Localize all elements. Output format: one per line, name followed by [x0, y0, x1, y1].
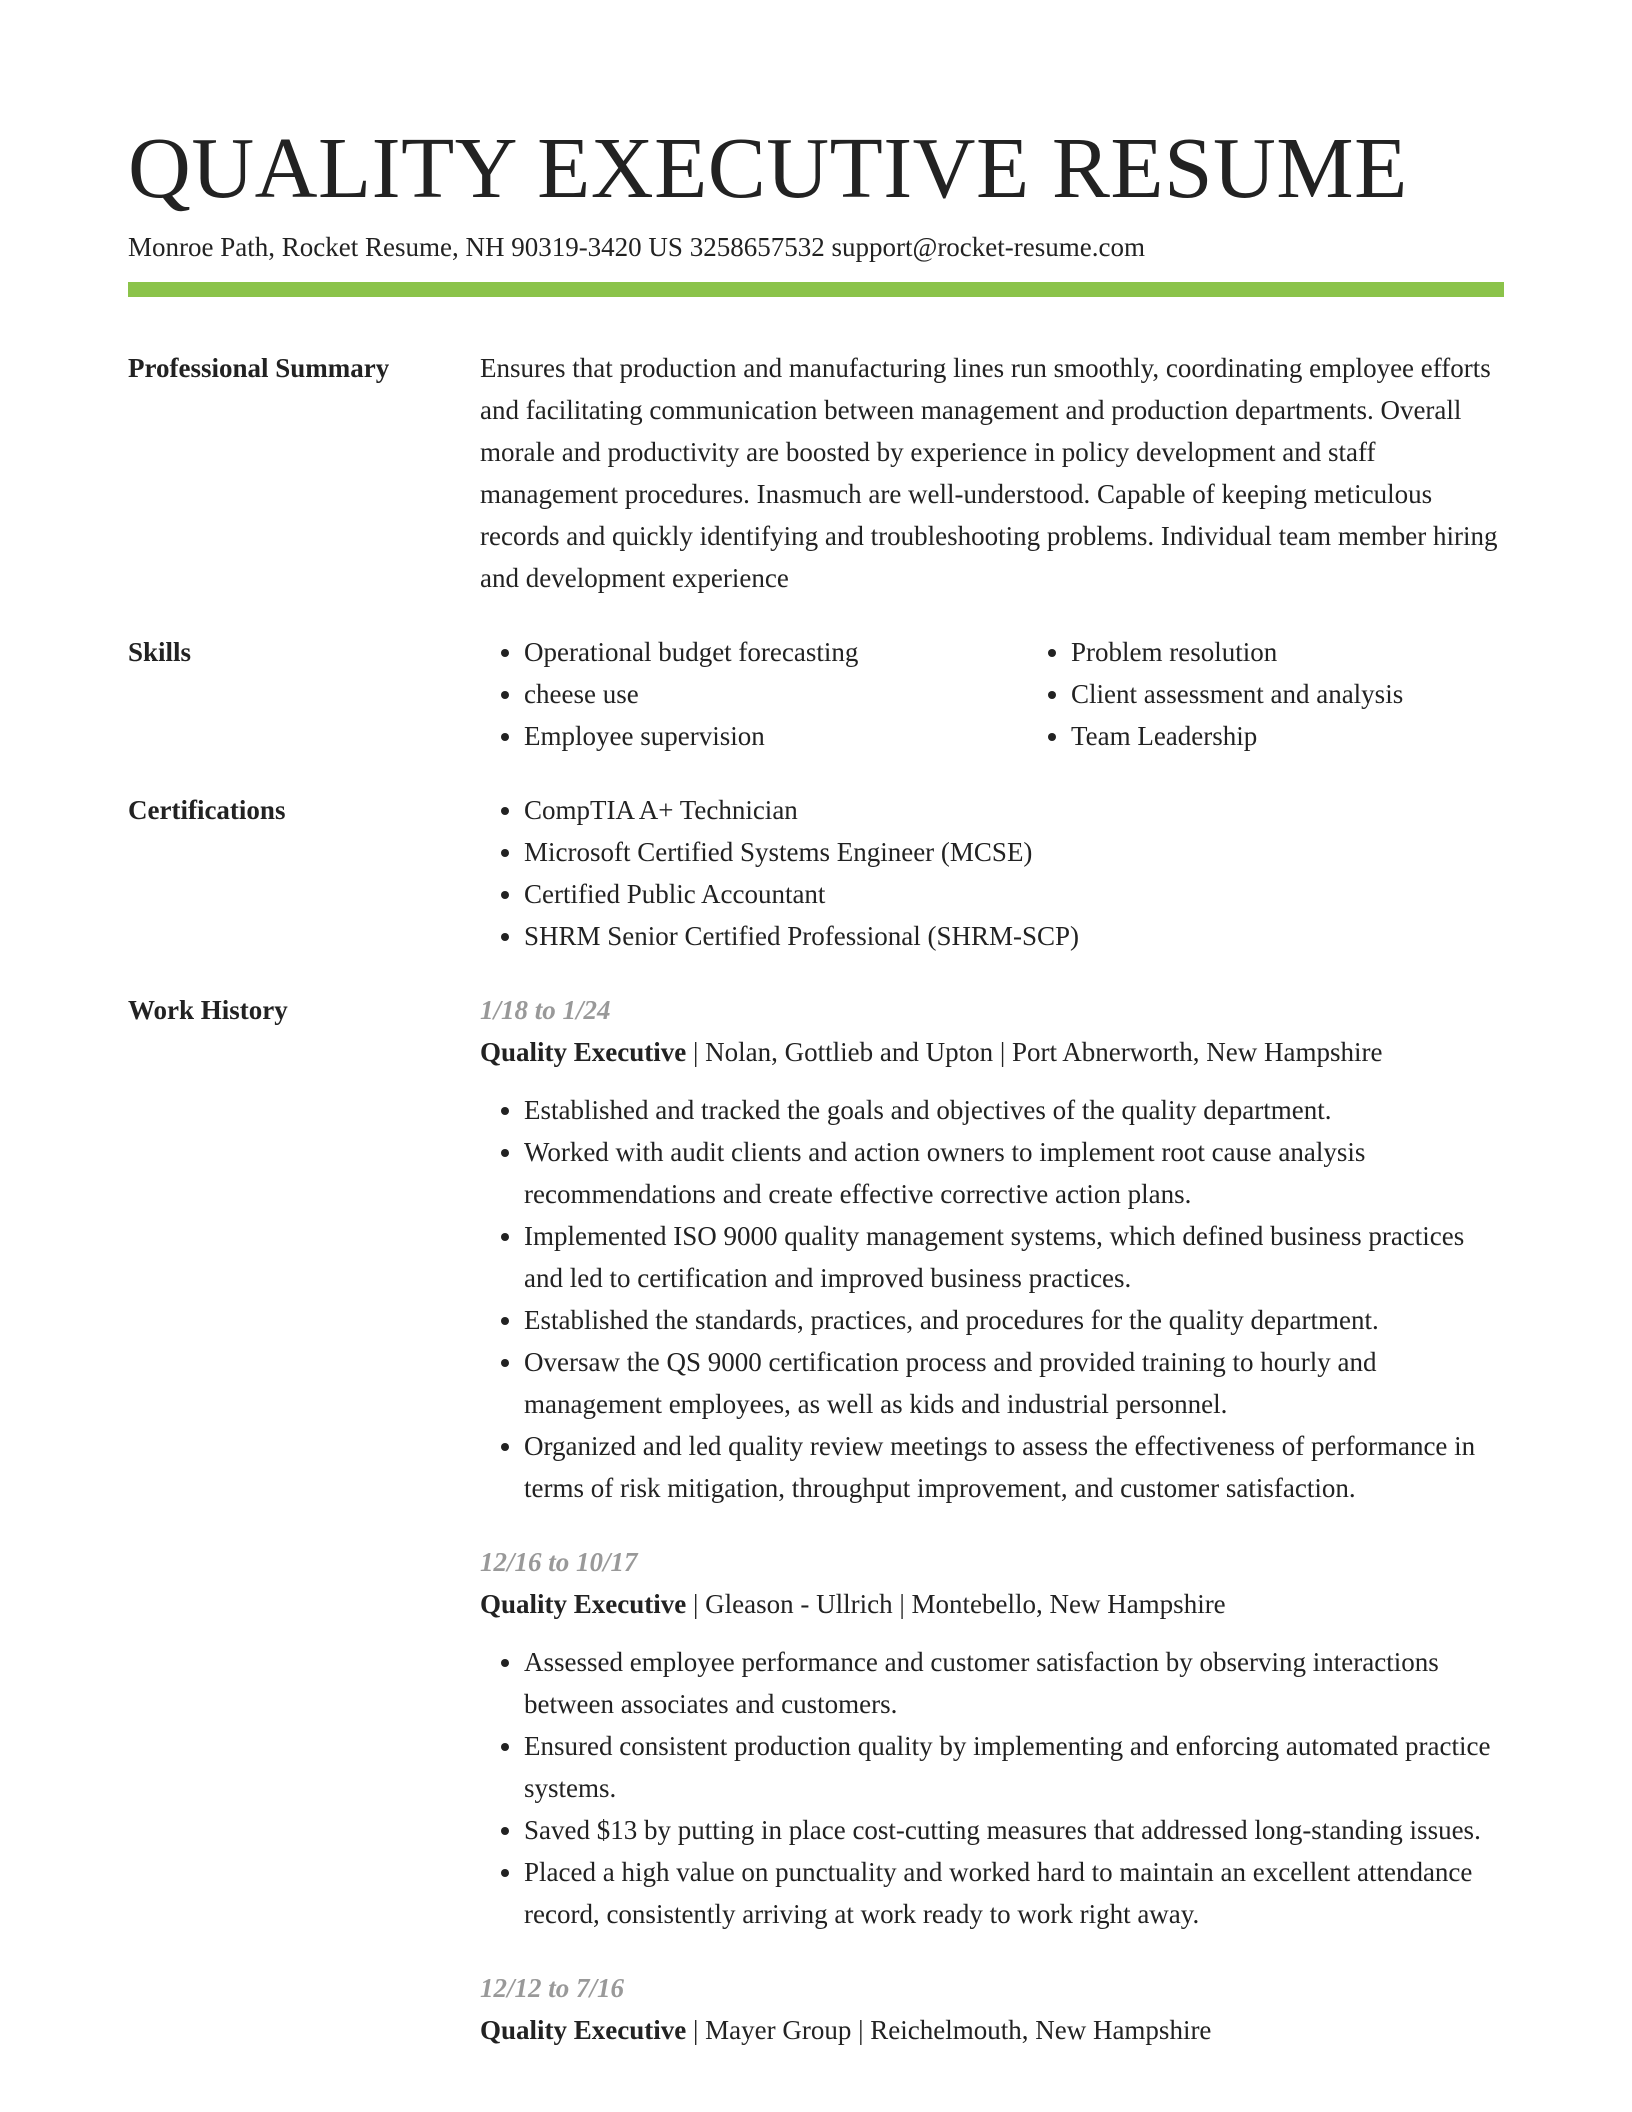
summary-text: Ensures that production and manufacturing lines run smoothly, coordinating employee efforts and facilitating communication between management and production departments. Overall morale and productivity are boosted by experience in policy development and staff management procedures. Inasmuch are well-understood. Capable of keeping meticulous records and quickly identifying and troubleshooting problems. Individual team member hiring and development experience	[480, 353, 1498, 593]
resume-page	[128, 0, 1504, 2051]
job-bullet: • Saved $13 by putting in place cost-cutting measures that addressed long-standing issues.	[524, 1809, 1504, 1851]
skill-item: • Client assessment and analysis	[1071, 673, 1574, 715]
job-title: Quality Executive	[480, 1037, 687, 1067]
job-details: | Gleason - Ullrich | Montebello, New Hampshire	[686, 1589, 1226, 1619]
skills-column-2	[1027, 631, 1574, 757]
summary-label: Professional Summary	[128, 353, 390, 383]
job-dates: 12/16 to 10/17	[480, 1547, 638, 1577]
job-bullet: • Ensured consistent production quality by implementing and enforcing automated practice systems.	[524, 1725, 1504, 1809]
job-bullets	[480, 1641, 1504, 1935]
job-bullet: • Established and tracked the goals and objectives of the quality department.	[524, 1089, 1504, 1131]
job-header	[480, 1031, 1504, 1073]
work-history-list	[480, 989, 1504, 2051]
job-title: Quality Executive	[480, 2015, 687, 2045]
job-bullet: • Worked with audit clients and action owners to implement root cause analysis recommendations and create effective corrective action plans.	[524, 1131, 1504, 1215]
certification-item: • Microsoft Certified Systems Engineer (MCSE)	[524, 831, 1504, 873]
skill-item: • Operational budget forecasting	[524, 631, 1027, 673]
job-entry	[480, 1541, 1504, 1935]
job-bullets	[480, 1089, 1504, 1509]
job-bullet: • Placed a high value on punctuality and worked hard to maintain an excellent attendance record, consistently arriving at work ready to work right away.	[524, 1851, 1504, 1935]
accent-divider	[128, 282, 1504, 297]
skill-item: • Team Leadership	[1071, 715, 1574, 757]
job-dates: 12/12 to 7/16	[480, 1973, 625, 2003]
job-entry	[480, 1967, 1504, 2051]
job-details: | Mayer Group | Reichelmouth, New Hampshire	[686, 2015, 1212, 2045]
skills-section	[128, 631, 1504, 757]
certification-item: • Certified Public Accountant	[524, 873, 1504, 915]
job-header	[480, 2009, 1504, 2051]
skills-label: Skills	[128, 637, 192, 667]
job-bullet: • Organized and led quality review meetings to assess the effectiveness of performance in terms of risk mitigation, throughput improvement, and customer satisfaction.	[524, 1425, 1504, 1509]
job-bullet: • Assessed employee performance and customer satisfaction by observing interactions between associates and customers.	[524, 1641, 1504, 1725]
contact-line: Monroe Path, Rocket Resume, NH 90319-3420 US 3258657532 support@rocket-resume.com	[128, 232, 1145, 262]
job-header	[480, 1583, 1504, 1625]
certification-item: • CompTIA A+ Technician	[524, 789, 1504, 831]
resume-title: QUALITY EXECUTIVE RESUME	[128, 119, 1408, 216]
job-bullet: • Oversaw the QS 9000 certification process and provided training to hourly and management employees, as well as kids and industrial personnel.	[524, 1341, 1504, 1425]
certifications-section	[128, 789, 1504, 957]
job-details: | Nolan, Gottlieb and Upton | Port Abnerworth, New Hampshire	[686, 1037, 1383, 1067]
work-history-label: Work History	[128, 995, 288, 1025]
certifications-list	[480, 789, 1504, 957]
work-history-section	[128, 989, 1504, 2051]
certifications-label: Certifications	[128, 795, 286, 825]
job-entry	[480, 989, 1504, 1509]
job-dates: 1/18 to 1/24	[480, 995, 611, 1025]
summary-section	[128, 347, 1504, 599]
job-bullet: • Established the standards, practices, and procedures for the quality department.	[524, 1299, 1504, 1341]
skill-item: • Employee supervision	[524, 715, 1027, 757]
skill-item: • cheese use	[524, 673, 1027, 715]
skills-column-1	[480, 631, 1027, 757]
job-title: Quality Executive	[480, 1589, 687, 1619]
skill-item: • Problem resolution	[1071, 631, 1574, 673]
job-bullet: • Implemented ISO 9000 quality management systems, which defined business practices and led to certification and improved business practices.	[524, 1215, 1504, 1299]
certification-item: • SHRM Senior Certified Professional (SHRM-SCP)	[524, 915, 1504, 957]
skills-list	[480, 631, 1574, 757]
